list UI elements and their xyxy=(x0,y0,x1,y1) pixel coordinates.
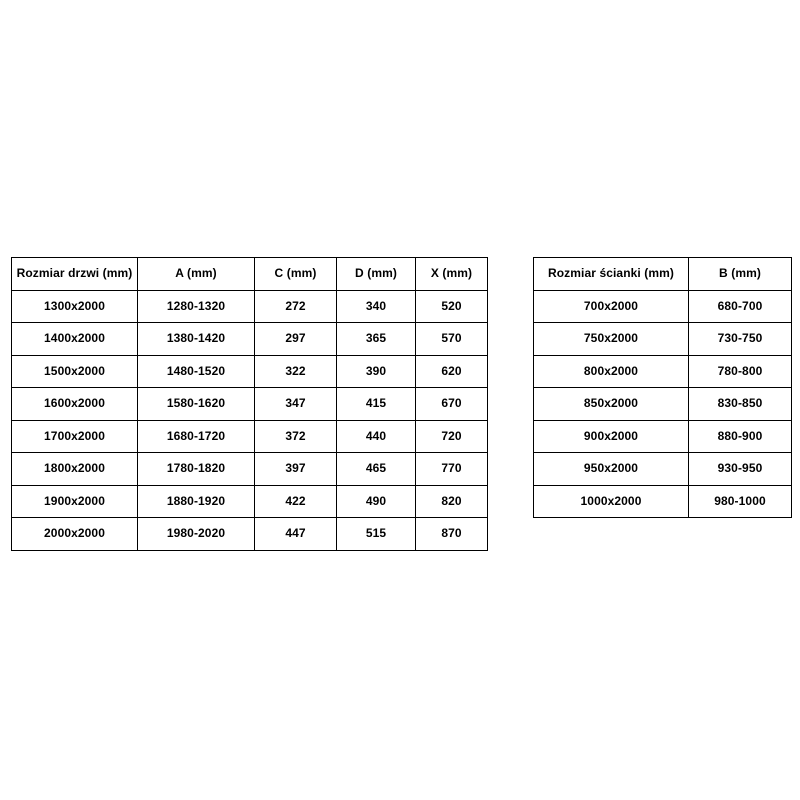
cell-size: 750x2000 xyxy=(534,323,689,356)
cell-a: 1680-1720 xyxy=(138,420,255,453)
table-row xyxy=(12,453,488,486)
table-row xyxy=(12,323,488,356)
cell-size: 2000x2000 xyxy=(12,518,138,551)
cell-x: 570 xyxy=(416,323,488,356)
table-row xyxy=(534,323,792,356)
cell-x: 670 xyxy=(416,388,488,421)
cell-size: 800x2000 xyxy=(534,355,689,388)
cell-size: 1700x2000 xyxy=(12,420,138,453)
cell-d: 365 xyxy=(337,323,416,356)
cell-size: 850x2000 xyxy=(534,388,689,421)
cell-size: 1000x2000 xyxy=(534,485,689,518)
doors-size-table-container xyxy=(11,257,488,551)
table-row xyxy=(12,388,488,421)
cell-c: 297 xyxy=(255,323,337,356)
cell-size: 700x2000 xyxy=(534,290,689,323)
column-header: Rozmiar drzwi (mm) xyxy=(12,258,138,291)
cell-a: 1280-1320 xyxy=(138,290,255,323)
cell-x: 520 xyxy=(416,290,488,323)
table-row xyxy=(12,420,488,453)
table-row xyxy=(534,388,792,421)
doors-size-table xyxy=(11,257,488,551)
cell-d: 340 xyxy=(337,290,416,323)
cell-size: 950x2000 xyxy=(534,453,689,486)
cell-b: 680-700 xyxy=(689,290,792,323)
wall-size-table xyxy=(533,257,792,518)
cell-size: 1900x2000 xyxy=(12,485,138,518)
cell-a: 1780-1820 xyxy=(138,453,255,486)
cell-b: 930-950 xyxy=(689,453,792,486)
cell-b: 980-1000 xyxy=(689,485,792,518)
cell-b: 830-850 xyxy=(689,388,792,421)
table-row xyxy=(12,485,488,518)
table-row xyxy=(534,355,792,388)
cell-d: 440 xyxy=(337,420,416,453)
wall-size-table-container xyxy=(533,257,792,518)
table-row xyxy=(534,485,792,518)
table-row xyxy=(534,453,792,486)
table-row xyxy=(12,355,488,388)
cell-size: 1400x2000 xyxy=(12,323,138,356)
table-row xyxy=(534,290,792,323)
cell-x: 820 xyxy=(416,485,488,518)
cell-c: 347 xyxy=(255,388,337,421)
table-row xyxy=(12,290,488,323)
column-header: D (mm) xyxy=(337,258,416,291)
cell-d: 415 xyxy=(337,388,416,421)
cell-size: 1800x2000 xyxy=(12,453,138,486)
cell-a: 1980-2020 xyxy=(138,518,255,551)
column-header: X (mm) xyxy=(416,258,488,291)
cell-b: 730-750 xyxy=(689,323,792,356)
column-header: A (mm) xyxy=(138,258,255,291)
cell-c: 322 xyxy=(255,355,337,388)
cell-a: 1480-1520 xyxy=(138,355,255,388)
cell-a: 1380-1420 xyxy=(138,323,255,356)
cell-d: 465 xyxy=(337,453,416,486)
cell-size: 1500x2000 xyxy=(12,355,138,388)
cell-x: 870 xyxy=(416,518,488,551)
cell-d: 515 xyxy=(337,518,416,551)
cell-c: 272 xyxy=(255,290,337,323)
cell-a: 1580-1620 xyxy=(138,388,255,421)
cell-x: 770 xyxy=(416,453,488,486)
cell-c: 447 xyxy=(255,518,337,551)
cell-a: 1880-1920 xyxy=(138,485,255,518)
cell-x: 620 xyxy=(416,355,488,388)
cell-c: 422 xyxy=(255,485,337,518)
table-header-row xyxy=(534,258,792,291)
cell-size: 1300x2000 xyxy=(12,290,138,323)
cell-size: 1600x2000 xyxy=(12,388,138,421)
cell-b: 880-900 xyxy=(689,420,792,453)
column-header: Rozmiar ścianki (mm) xyxy=(534,258,689,291)
cell-c: 397 xyxy=(255,453,337,486)
cell-d: 490 xyxy=(337,485,416,518)
cell-size: 900x2000 xyxy=(534,420,689,453)
column-header: B (mm) xyxy=(689,258,792,291)
table-row xyxy=(12,518,488,551)
cell-x: 720 xyxy=(416,420,488,453)
table-header-row xyxy=(12,258,488,291)
cell-d: 390 xyxy=(337,355,416,388)
cell-b: 780-800 xyxy=(689,355,792,388)
table-row xyxy=(534,420,792,453)
cell-c: 372 xyxy=(255,420,337,453)
column-header: C (mm) xyxy=(255,258,337,291)
